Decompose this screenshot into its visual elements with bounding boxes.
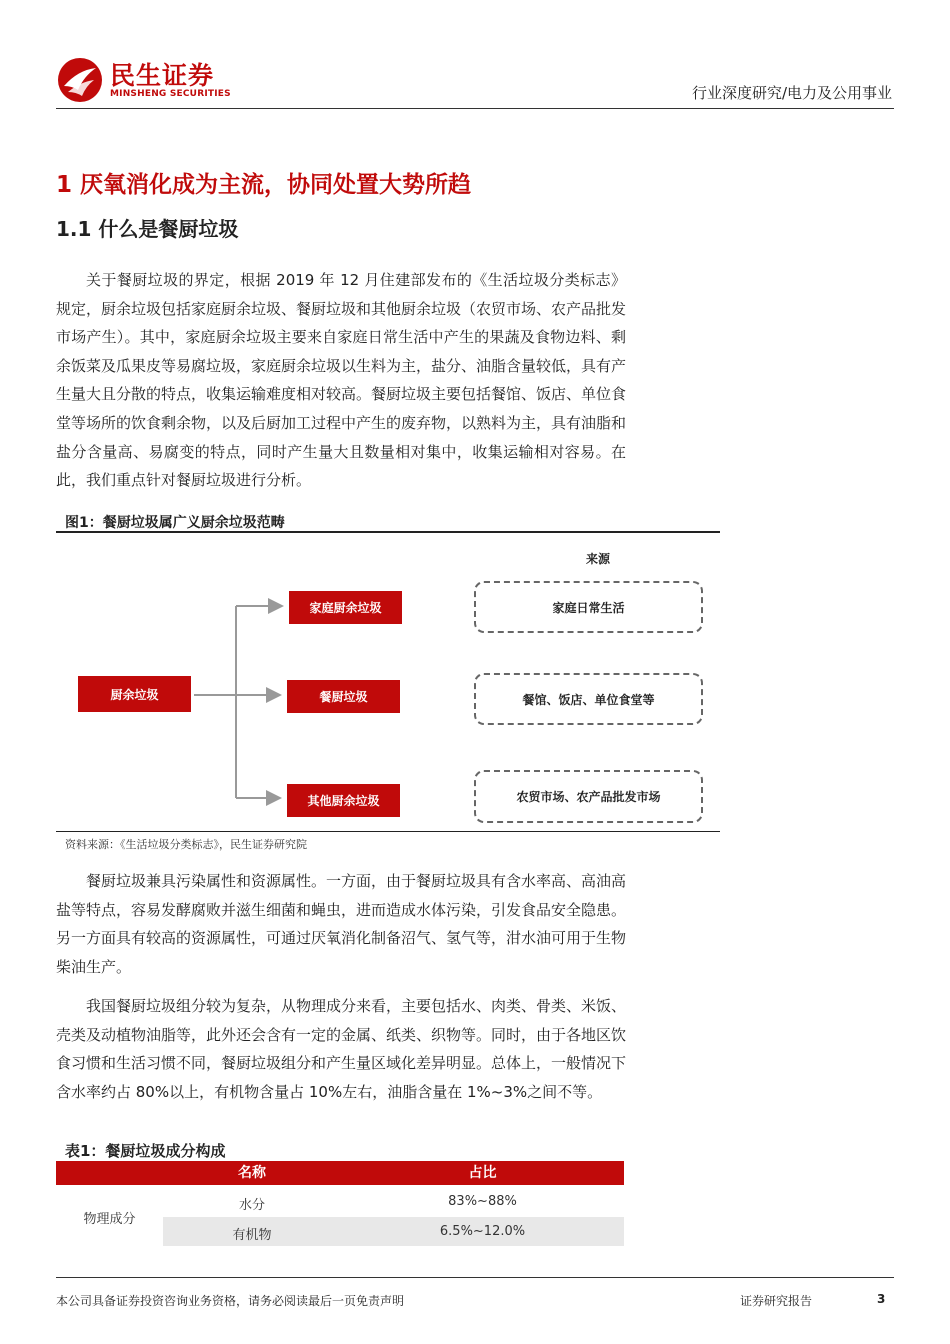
footer-disclaimer: 本公司具备证券投资咨询业务资格，请务必阅读最后一页免责声明 (56, 1294, 405, 1308)
section-heading: 1 厌氧消化成为主流，协同处置大势所趋 (56, 172, 472, 198)
table-cell-ratio: 83%~88% (448, 1194, 517, 1209)
table-header-name: 名称 (238, 1165, 266, 1181)
paragraph-composition: 我国餐厨垃圾组分较为复杂，从物理成分来看，主要包括水、肉类、骨类、米饭、壳类及动植物油脂等，此外还会含有一定的金属、纸类、织物等。同时，由于各地区饮食习惯和生活习惯不同，餐厨垃圾组分和产生量区域化差异明显。总体上，一般情况下含水率约占 80%以上，有机物含量占 10%左右，油脂含量在 1%~3%之间不等。 (56, 997, 627, 1101)
source-household: 家庭日常生活 (474, 581, 703, 633)
paragraph-definition: 关于餐厨垃圾的界定，根据 2019 年 12 月住建部发布的《生活垃圾分类标志》规定，厨余垃圾包括家庭厨余垃圾、餐厨垃圾和其他厨余垃圾（农贸市场、农产品批发市场产生）。其中，家庭厨余垃圾主要来自家庭日常生活中产生的果蔬及食物边料、剩余饭菜及瓜果皮等易腐垃圾，家庭厨余垃圾以生料为主，盐分、油脂含量较低，具有产生量大且分散的特点，收集运输难度相对较高。餐厨垃圾主要包括餐馆、饭店、单位食堂等场所的饮食剩余物，以及后厨加工过程中产生的废弃物，以熟料为主，具有油脂和盐分含量高、易腐变的特点，同时产生量大且数量相对集中，收集运输相对容易。在此，我们重点针对餐厨垃圾进行分析。 (56, 271, 627, 490)
node-restaurant-waste: 餐厨垃圾 (287, 680, 400, 713)
source-market: 农贸市场、农产品批发市场 (474, 770, 703, 823)
footer-divider (56, 1277, 894, 1278)
report-category: 行业深度研究/电力及公用事业 (691, 84, 892, 102)
table-row: 水分 (238, 1198, 265, 1213)
table-header-ratio: 占比 (468, 1165, 497, 1181)
figure-caption: 图1：餐厨垃圾属广义厨余垃圾范畴 (65, 515, 285, 531)
table-caption: 表1：餐厨垃圾成分构成 (65, 1142, 226, 1160)
figure-top-rule (56, 531, 720, 533)
node-kitchen-waste: 厨余垃圾 (78, 676, 191, 712)
figure-source-note: 资料来源：《生活垃圾分类标志》，民生证券研究院 (65, 838, 307, 851)
table-row: 有机物 (232, 1228, 272, 1243)
figure-bottom-rule (56, 831, 720, 832)
logo-text-cn: 民生证券 (110, 61, 215, 90)
footer-report-type: 证券研究报告 (740, 1294, 813, 1308)
sources-title: 来源 (586, 552, 611, 566)
table-group-cell: 物理成分 (83, 1212, 136, 1227)
paragraph-attributes: 餐厨垃圾兼具污染属性和资源属性。一方面，由于餐厨垃圾具有含水率高、高油高盐等特点，容易发酵腐败并滋生细菌和蝇虫，进而造成水体污染，引发食品安全隐患。另一方面具有较高的资源属性，可通过厌氧消化制备沼气、氢气等，泔水油可用于生物柴油生产。 (56, 872, 627, 976)
source-restaurant: 餐馆、饭店、单位食堂等 (474, 673, 703, 725)
header-divider (56, 108, 894, 109)
subsection-heading: 1.1 什么是餐厨垃圾 (56, 217, 239, 241)
minsheng-logo-icon (56, 56, 104, 104)
logo-text-en: MINSHENG SECURITIES (110, 89, 231, 99)
table-cell-ratio: 6.5%~12.0% (439, 1224, 526, 1239)
page-number: 3 (877, 1292, 886, 1306)
node-household-waste: 家庭厨余垃圾 (289, 591, 402, 624)
classification-diagram (56, 540, 720, 830)
node-other-waste: 其他厨余垃圾 (287, 784, 400, 817)
